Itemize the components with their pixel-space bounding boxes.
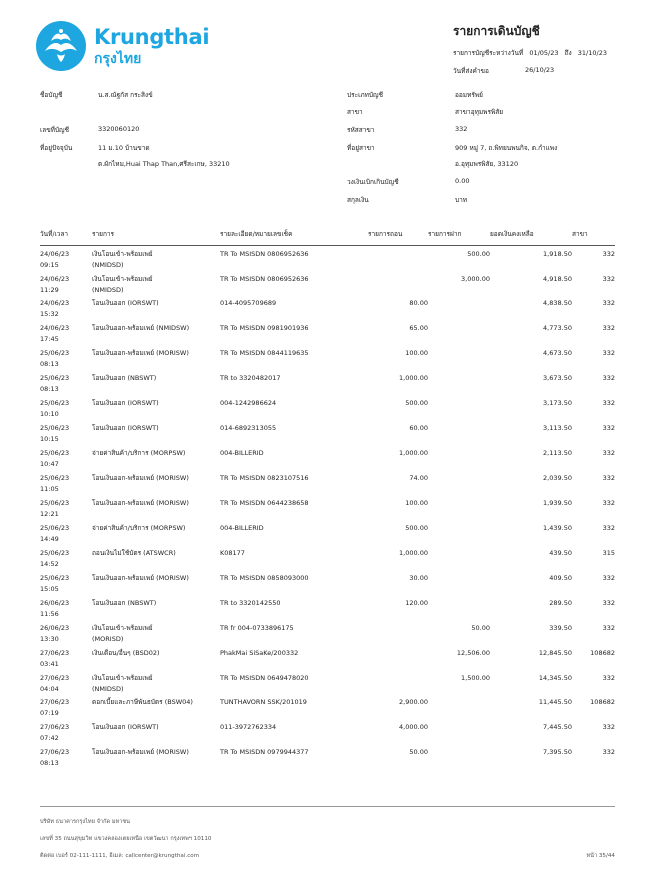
txn-description: เงินโอนเข้า-พร้อมเพย์ [92, 250, 153, 258]
cell-deposit: 500.00 [467, 250, 490, 258]
branch-address-line-1: 909 หมู่ 7, ถ.พิทยนพนกิจ, ต.กำแพง [455, 144, 558, 152]
cell-deposit: 12,506.00 [456, 648, 490, 657]
cell-date-time [40, 523, 92, 548]
table-row [40, 448, 615, 473]
cell-description [92, 648, 220, 673]
cell-description [92, 747, 220, 772]
footer-divider [40, 806, 615, 807]
currency-label: สกุลเงิน [347, 196, 369, 204]
address-line-1: 11 ม.10 บ้านขาด [98, 144, 150, 152]
txn-time: 04:04 [40, 684, 59, 693]
cell-description [92, 298, 220, 323]
cell-branch: 332 [602, 573, 615, 582]
txn-time: 17:45 [40, 335, 59, 344]
txn-date: 25/06/23 [40, 523, 70, 532]
table-row [40, 722, 615, 747]
cell-description [92, 598, 220, 623]
cell-branch: 332 [602, 598, 615, 607]
cell-reference: TR To MSISDN 0806952636 [220, 274, 309, 283]
cell-withdrawal: 100.00 [405, 349, 428, 358]
cell-balance: 289.50 [549, 598, 572, 607]
cell-withdrawal: 80.00 [409, 299, 428, 308]
period-separator: ถึง [564, 49, 572, 57]
txn-time: 15:32 [40, 310, 59, 319]
txn-date: 25/06/23 [40, 474, 70, 482]
cell-branch: 332 [602, 673, 615, 682]
cell-branch: 332 [602, 399, 615, 408]
krungthai-bird-logo-icon [36, 21, 86, 71]
brand-name-en: Krungthai [94, 24, 210, 49]
txn-date: 27/06/23 [40, 648, 70, 657]
txn-date: 27/06/23 [40, 748, 70, 757]
txn-time: 11:56 [40, 609, 59, 618]
cell-withdrawal: 1,000.00 [399, 548, 428, 557]
table-row [40, 623, 615, 648]
cell-withdrawal: 500.00 [405, 523, 428, 532]
cell-date-time [40, 448, 92, 473]
txn-description-code: (MORISD) [92, 634, 124, 643]
cell-balance: 14,345.50 [538, 673, 572, 682]
table-row [40, 373, 615, 398]
cell-date-time [40, 373, 92, 398]
cell-date-time [40, 246, 92, 274]
cell-branch: 332 [602, 723, 615, 732]
table-row [40, 246, 615, 274]
overdraft-label: วงเงินเบิกเกินบัญชี [347, 178, 399, 186]
cell-withdrawal: 60.00 [409, 424, 428, 433]
txn-description: ดอกเบี้ยและภาษีพันธบัตร (BSW04) [92, 698, 193, 707]
cell-date-time [40, 548, 92, 573]
cell-balance: 7,445.50 [543, 723, 572, 732]
cell-date-time [40, 573, 92, 598]
cell-withdrawal: 50.00 [409, 748, 428, 757]
statement-period [453, 48, 611, 58]
txn-date: 27/06/23 [40, 698, 70, 707]
txn-description: โอนเงินออก-พร้อมเพย์ (MORISW) [92, 498, 189, 507]
request-date: 26/10/23 [525, 66, 555, 74]
cell-deposit [428, 348, 490, 373]
txn-time: 12:21 [40, 509, 59, 518]
cell-withdrawal: 65.00 [409, 324, 428, 333]
cell-date-time [40, 498, 92, 523]
txn-date: 26/06/23 [40, 623, 70, 632]
table-row [40, 747, 615, 772]
cell-balance: 4,918.50 [543, 274, 572, 283]
cell-date-time [40, 598, 92, 623]
txn-date: 25/06/23 [40, 424, 70, 433]
cell-deposit [428, 423, 490, 448]
cell-description [92, 246, 220, 274]
cell-branch: 332 [602, 498, 615, 507]
txn-date: 24/06/23 [40, 299, 70, 308]
txn-description: ถอนเงินไม่ใช้บัตร (ATSWCR) [92, 548, 176, 557]
cell-description [92, 473, 220, 498]
cell-withdrawal: 2,900.00 [399, 698, 428, 707]
cell-description [92, 623, 220, 648]
cell-reference: TR To MSISDN 0858093000 [220, 573, 309, 582]
col-header-balance: ยอดเงินคงเหลือ [490, 229, 572, 246]
cell-deposit [428, 598, 490, 623]
col-header-withdrawal: รายการถอน [368, 229, 428, 246]
txn-description: เงินโอนเข้า-พร้อมเพย์ [92, 673, 153, 682]
cell-withdrawal: 100.00 [405, 498, 428, 507]
cell-reference: 014-4095709689 [220, 299, 277, 308]
txn-description: โอนเงินออก-พร้อมเพย์ (MORISW) [92, 349, 189, 358]
branch-address-label: ที่อยู่สาขา [347, 144, 375, 152]
cell-withdrawal: 500.00 [405, 399, 428, 408]
txn-date: 25/06/23 [40, 573, 70, 582]
txn-date: 27/06/23 [40, 723, 70, 732]
cell-deposit [428, 523, 490, 548]
txn-description-code: (NMIDSD) [92, 285, 124, 294]
period-label: รายการบัญชีระหว่างวันที่ [453, 49, 524, 57]
col-header-date: วันที่/เวลา [40, 229, 92, 246]
cell-reference: 014-6892313055 [220, 424, 277, 433]
cell-withdrawal [368, 673, 428, 698]
cell-balance: 7,395.50 [543, 748, 572, 757]
cell-withdrawal: 120.00 [405, 598, 428, 607]
cell-reference: TUNTHAVORN SSK/201019 [220, 698, 307, 707]
txn-date: 24/06/23 [40, 250, 70, 258]
txn-time: 08:13 [40, 360, 59, 369]
branch-label: สาขา [347, 108, 363, 116]
cell-branch: 332 [602, 623, 615, 632]
cell-date-time [40, 747, 92, 772]
request-date-row [453, 66, 611, 76]
address-label: ที่อยู่ปัจจุบัน [40, 144, 73, 152]
cell-deposit: 50.00 [471, 623, 490, 632]
footer-address: เลขที่ 35 ถนนสุขุมวิท แขวงคลองเตยเหนือ เขตวัฒนา กรุงเทพฯ 10110 [40, 836, 212, 842]
cell-balance: 2,113.50 [543, 449, 572, 458]
bank-logo [36, 21, 209, 71]
cell-balance: 1,918.50 [543, 250, 572, 258]
cell-description [92, 398, 220, 423]
txn-description: โอนเงินออก (NBSWT) [92, 598, 157, 607]
transaction-rows [40, 246, 615, 773]
txn-time: 11:05 [40, 485, 59, 493]
cell-withdrawal [368, 274, 428, 299]
cell-reference: 011-3972762334 [220, 723, 277, 732]
txn-time: 15:05 [40, 584, 59, 593]
cell-withdrawal: 1,000.00 [399, 449, 428, 458]
cell-deposit [428, 298, 490, 323]
txn-description: จ่ายค่าสินค้า/บริการ (MORPSW) [92, 523, 186, 532]
account-number: 3320060120 [98, 125, 140, 133]
txn-description: โอนเงินออก (NBSWT) [92, 374, 157, 383]
branch-code-label: รหัสสาขา [347, 126, 375, 134]
cell-withdrawal: 74.00 [409, 474, 428, 482]
cell-reference: TR to 3320482017 [220, 374, 281, 383]
txn-description: โอนเงินออก-พร้อมเพย์ (MORISW) [92, 748, 189, 757]
txn-description: เงินโอนเข้า-พร้อมเพย์ [92, 623, 153, 632]
account-name: น.ส.ณัฐกัส กระสิงข์ [98, 91, 153, 99]
cell-branch: 332 [602, 474, 615, 482]
cell-branch: 332 [602, 374, 615, 383]
cell-date-time [40, 697, 92, 722]
cell-balance: 11,445.50 [538, 698, 572, 707]
cell-date-time [40, 348, 92, 373]
txn-date: 25/06/23 [40, 449, 70, 458]
cell-deposit [428, 398, 490, 423]
cell-deposit [428, 373, 490, 398]
cell-date-time [40, 473, 92, 498]
page-number: หน้า 35/44 [586, 853, 615, 859]
txn-time: 08:13 [40, 759, 59, 768]
txn-description-code: (NMIDSD) [92, 261, 124, 269]
cell-balance: 2,039.50 [543, 474, 572, 482]
txn-time: 07:19 [40, 709, 59, 718]
table-row [40, 548, 615, 573]
cell-branch: 332 [602, 748, 615, 757]
cell-deposit [428, 747, 490, 772]
cell-date-time [40, 673, 92, 698]
cell-balance: 4,838.50 [543, 299, 572, 308]
branch-name: สาขาอุทุมพรพิสัย [455, 108, 504, 116]
page-title: รายการเดินบัญชี [453, 24, 540, 38]
table-row [40, 498, 615, 523]
cell-withdrawal: 4,000.00 [399, 723, 428, 732]
cell-description [92, 274, 220, 299]
cell-balance: 3,173.50 [543, 399, 572, 408]
cell-branch: 332 [602, 523, 615, 532]
cell-branch: 332 [602, 424, 615, 433]
txn-date: 27/06/23 [40, 673, 70, 682]
txn-date: 25/06/23 [40, 399, 70, 408]
txn-time: 10:15 [40, 435, 59, 444]
txn-description: จ่ายค่าสินค้า/บริการ (MORPSW) [92, 449, 186, 458]
cell-branch: 332 [602, 274, 615, 283]
cell-description [92, 498, 220, 523]
cell-description [92, 323, 220, 348]
table-row [40, 598, 615, 623]
txn-time: 09:15 [40, 261, 59, 269]
cell-reference: TR To MSISDN 0806952636 [220, 250, 309, 258]
cell-description [92, 673, 220, 698]
cell-branch: 332 [602, 250, 615, 258]
cell-withdrawal [368, 648, 428, 673]
cell-balance: 3,673.50 [543, 374, 572, 383]
branch-address-line-2: อ.อุทุมพรพิสัย, 33120 [455, 160, 519, 168]
cell-branch: 332 [602, 299, 615, 308]
txn-date: 25/06/23 [40, 548, 70, 557]
txn-description: โอนเงินออก-พร้อมเพย์ (MORISW) [92, 474, 189, 482]
cell-reference: K08177 [220, 548, 245, 557]
table-row [40, 673, 615, 698]
cell-description [92, 573, 220, 598]
table-row [40, 348, 615, 373]
cell-deposit: 3,000.00 [461, 274, 490, 283]
cell-deposit [428, 498, 490, 523]
txn-description: โอนเงินออก (IORSWT) [92, 299, 159, 308]
cell-reference: TR To MSISDN 0844119635 [220, 349, 309, 358]
txn-time: 10:47 [40, 460, 59, 469]
cell-date-time [40, 423, 92, 448]
account-name-label: ชื่อบัญชี [40, 91, 63, 99]
cell-deposit [428, 473, 490, 498]
cell-reference: PhakMai SiSaKe/200332 [220, 648, 299, 657]
request-date-label: วันที่ส่งคำขอ [453, 67, 489, 75]
table-row [40, 323, 615, 348]
cell-balance: 12,845.50 [538, 648, 572, 657]
statement-header [453, 22, 611, 76]
cell-balance: 3,113.50 [543, 424, 572, 433]
txn-description: เงินโอนเข้า-พร้อมเพย์ [92, 274, 153, 283]
account-type-label: ประเภทบัญชี [347, 91, 383, 99]
cell-withdrawal: 30.00 [409, 573, 428, 582]
cell-withdrawal: 1,000.00 [399, 374, 428, 383]
txn-date: 26/06/23 [40, 598, 70, 607]
cell-description [92, 348, 220, 373]
cell-deposit [428, 548, 490, 573]
period-from: 01/05/23 [529, 49, 559, 57]
address-line-2: ต.ผักไหม,Huai Thap Than,ศรีสะเกษ, 33210 [98, 160, 230, 168]
brand-name-th: กรุงไทย [94, 50, 142, 67]
cell-branch: 108682 [590, 648, 615, 657]
cell-balance: 439.50 [549, 548, 572, 557]
cell-deposit [428, 448, 490, 473]
cell-reference: TR To MSISDN 0644238658 [220, 498, 309, 507]
table-row [40, 298, 615, 323]
cell-reference: 004-BILLERID [220, 523, 264, 532]
cell-date-time [40, 274, 92, 299]
cell-reference: TR To MSISDN 0981901936 [220, 324, 309, 333]
col-header-reference: รายละเอียด/หมายเลขเช็ค [220, 229, 368, 246]
cell-withdrawal [368, 246, 428, 274]
table-row [40, 423, 615, 448]
branch-code: 332 [455, 125, 468, 133]
cell-deposit [428, 722, 490, 747]
cell-description [92, 523, 220, 548]
cell-description [92, 722, 220, 747]
table-row [40, 274, 615, 299]
cell-date-time [40, 648, 92, 673]
cell-deposit [428, 573, 490, 598]
cell-description [92, 548, 220, 573]
txn-description-code: (NMIDSD) [92, 684, 124, 693]
currency-value: บาท [455, 196, 468, 204]
table-row [40, 398, 615, 423]
overdraft-value: 0.00 [455, 177, 470, 185]
txn-description: โอนเงินออก (IORSWT) [92, 723, 159, 732]
account-type: ออมทรัพย์ [455, 91, 483, 99]
txn-date: 24/06/23 [40, 324, 70, 333]
txn-date: 25/06/23 [40, 498, 70, 507]
table-row [40, 573, 615, 598]
cell-reference: TR To MSISDN 0649478020 [220, 673, 309, 682]
cell-description [92, 373, 220, 398]
cell-date-time [40, 398, 92, 423]
cell-reference: TR to 3320142550 [220, 598, 281, 607]
col-header-description: รายการ [92, 229, 220, 246]
txn-description: โอนเงินออก-พร้อมเพย์ (MORISW) [92, 573, 189, 582]
col-header-branch: สาขา [572, 229, 615, 246]
cell-reference: TR To MSISDN 0979944377 [220, 748, 309, 757]
txn-description: เงินเดือน/อื่นๆ (BSD02) [92, 648, 160, 657]
cell-reference: TR To MSISDN 0823107516 [220, 474, 309, 482]
cell-description [92, 448, 220, 473]
cell-date-time [40, 722, 92, 747]
cell-branch: 315 [602, 548, 615, 557]
txn-time: 07:42 [40, 734, 59, 743]
cell-balance: 1,439.50 [543, 523, 572, 532]
table-row [40, 648, 615, 673]
table-row [40, 523, 615, 548]
cell-date-time [40, 298, 92, 323]
account-number-label: เลขที่บัญชี [40, 126, 70, 134]
cell-deposit [428, 697, 490, 722]
txn-time: 14:52 [40, 559, 59, 568]
cell-deposit: 1,500.00 [461, 673, 490, 682]
footer-contact: ติดต่อ เบอร์ 02-111-1111, อีเมล: callcenter@krungthai.com [40, 853, 200, 859]
cell-branch: 332 [602, 324, 615, 333]
cell-balance: 339.50 [549, 623, 572, 632]
cell-date-time [40, 623, 92, 648]
txn-time: 10:10 [40, 410, 59, 419]
txn-description: โอนเงินออก-พร้อมเพย์ (NMIDSW) [92, 324, 190, 333]
table-row [40, 473, 615, 498]
table-row [40, 697, 615, 722]
cell-reference: 004-1242986624 [220, 399, 277, 408]
footer-company: บริษัท ธนาคารกรุงไทย จำกัด มหาชน [40, 819, 131, 825]
cell-balance: 1,939.50 [543, 498, 572, 507]
txn-time: 11:29 [40, 285, 59, 294]
cell-withdrawal [368, 623, 428, 648]
cell-branch: 108682 [590, 698, 615, 707]
txn-description: โอนเงินออก (IORSWT) [92, 424, 159, 433]
cell-date-time [40, 323, 92, 348]
txn-time: 03:41 [40, 659, 59, 668]
txn-date: 24/06/23 [40, 274, 70, 283]
txn-time: 14:49 [40, 534, 59, 543]
cell-branch: 332 [602, 349, 615, 358]
txn-description: โอนเงินออก (IORSWT) [92, 399, 159, 408]
txn-date: 25/06/23 [40, 374, 70, 383]
col-header-deposit: รายการฝาก [428, 229, 490, 246]
table-header-row [40, 229, 615, 246]
txn-date: 25/06/23 [40, 349, 70, 358]
cell-description [92, 423, 220, 448]
cell-reference: 004-BILLERID [220, 449, 264, 458]
cell-description [92, 697, 220, 722]
cell-balance: 4,673.50 [543, 349, 572, 358]
txn-time: 08:13 [40, 385, 59, 394]
cell-branch: 332 [602, 449, 615, 458]
transaction-table [40, 229, 615, 772]
period-to: 31/10/23 [577, 49, 607, 57]
cell-balance: 4,773.50 [543, 324, 572, 333]
cell-balance: 409.50 [549, 573, 572, 582]
cell-reference: TR fr 004-0733896175 [220, 623, 294, 632]
txn-time: 13:30 [40, 634, 59, 643]
cell-deposit [428, 323, 490, 348]
